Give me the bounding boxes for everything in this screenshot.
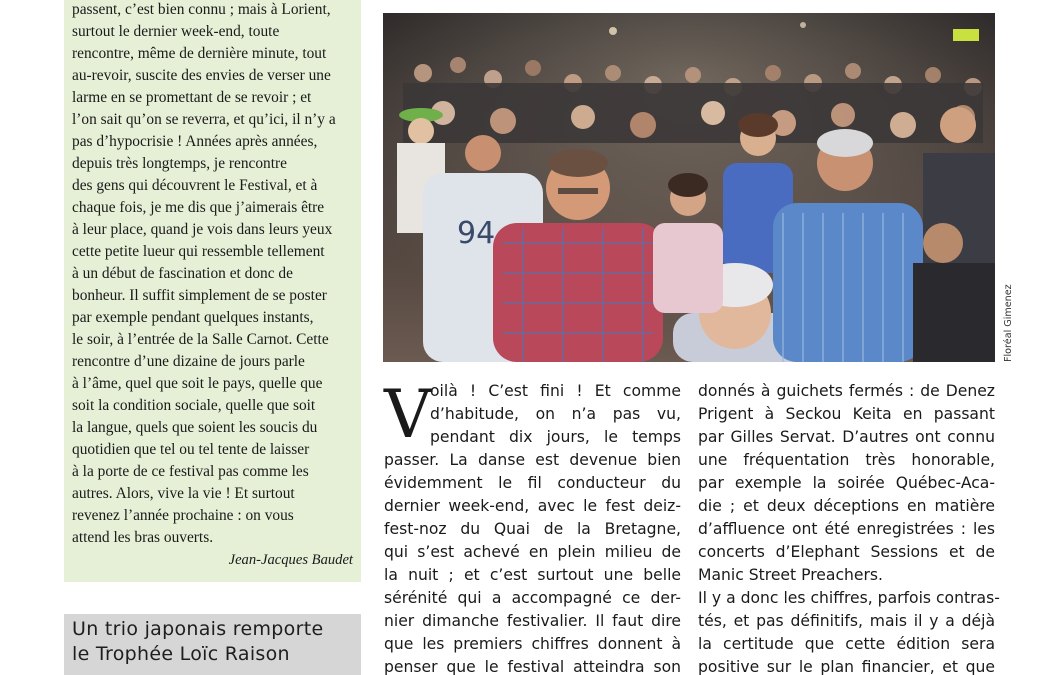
sidebar-line: surtout le dernier week-end, toute [72, 23, 280, 40]
article-line: dernier week-end, avec le fest deiz- [384, 497, 681, 515]
headline-line: le Trophée Loïc Raison [72, 643, 290, 665]
sidebar-line: attend les bras ouverts. [72, 529, 214, 546]
article-line: une fréquentation très honorable, [698, 451, 995, 469]
article-line: concerts d’Elephant Sessions et de [698, 543, 995, 561]
festival-crowd-photo [383, 13, 995, 362]
sidebar-line: à l’âme, quel que soit le pays, quelle que [72, 375, 323, 392]
photo-credit-text: Floréal Gimenez [1003, 284, 1014, 362]
sidebar-line: le soir, à l’entrée de la Salle Carnot. Cette [72, 331, 329, 348]
sidebar-line: cette petite lueur qui ressemble tellement [72, 243, 325, 260]
article-line: tés, et pas définitifs, mais il y a déjà [698, 612, 995, 630]
editorial-sidebar [64, 0, 361, 582]
headline-line: Un trio japonais remporte [72, 618, 324, 640]
article-line: d’habitude, on n’a pas vu, [430, 405, 681, 423]
article-column-1 [384, 376, 681, 675]
article-line: donnés à guichets fermés : de Denez [698, 382, 995, 400]
article-line: évidemment le fil conducteur du [384, 474, 681, 492]
sidebar-line: passent, c’est bien connu ; mais à Lorient, [72, 1, 331, 18]
sidebar-line: larme en se promettant de se revoir ; et [72, 89, 312, 106]
sidebar-line: à la porte de ce festival pas comme les [72, 463, 309, 480]
sidebar-line: pas d’hypocrisie ! Années après années, [72, 133, 318, 150]
sidebar-line: quotidien que tel ou tel tente de laisser [72, 441, 310, 458]
sidebar-line: au-revoir, suscite des envies de verser une [72, 67, 331, 84]
article-line: penser que le festival atteindra son [384, 658, 681, 675]
article-column-2 [698, 380, 1000, 675]
sidebar-line: soit la condition sociale, quelle que soit [72, 397, 316, 414]
top-fragment [383, 0, 995, 4]
sidebar-line: revenez l’année prochaine : on vous [72, 507, 294, 524]
article-line: Prigent à Seckou Keita en passant [698, 405, 995, 423]
crowd-dancing-photo-icon [383, 13, 995, 362]
sidebar-line: autres. Alors, vive la vie ! Et surtout [72, 485, 295, 502]
article-line: Il y a donc les chiffres, parfois contras- [698, 589, 1000, 607]
sidebar-line: à leur place, quand je vois dans leurs yeux [72, 221, 333, 238]
article-line: Manic Street Preachers. [698, 566, 883, 584]
sidebar-line: la langue, quels que soient les soucis du [72, 419, 318, 436]
article-line: la certitude que cette édition sera [698, 635, 995, 653]
article-line: par exemple la soirée Québec-Aca- [698, 474, 995, 492]
sidebar-line: rencontre, même de dernière minute, tout [72, 45, 327, 62]
article-line: sérénité qui a accompagné ce der- [384, 589, 681, 607]
article-line: pendant dix jours, le temps [430, 428, 681, 446]
article-line: passer. La danse est devenue bien [384, 451, 681, 469]
article-line: nier dimanche festivalier. Il faut dire [384, 612, 681, 630]
article-line: que les premiers chiffres donnent à [384, 635, 681, 653]
drop-cap: V [384, 376, 432, 453]
sidebar-line: l’on sait qu’on se reverra, et qu’ici, il n’y a [72, 111, 336, 128]
sidebar-line: des gens qui découvrent le Festival, et à [72, 177, 318, 194]
author-signature: Jean-Jacques Baudet [228, 552, 353, 568]
sidebar-line: chaque fois, je me dis que j’aimerais être [72, 199, 325, 216]
article-line: par Gilles Servat. D’autres ont connu [698, 428, 995, 446]
article-line: qui s’est achevé en plein milieu de [384, 543, 681, 561]
article-line: fest-noz du Quai de la Bretagne, [384, 520, 681, 538]
sidebar-body [72, 0, 355, 549]
sidebar-line: par exemple pendant quelques instants, [72, 309, 314, 326]
sidebar-line: depuis très longtemps, je rencontre [72, 155, 287, 172]
sidebar-line: bonheur. Il suffit simplement de se poster [72, 287, 327, 304]
article-line: d’affluence ont été enregistrées : les [698, 520, 995, 538]
article-line: oilà ! C’est fini ! Et comme [430, 382, 681, 400]
sidebar-line: rencontre d’une dizaine de jours parle [72, 353, 305, 370]
article-line: die ; et deux déceptions en matière [698, 497, 995, 515]
next-article-headline [64, 614, 361, 675]
sidebar-line: à un début de fascination et donc de [72, 265, 293, 282]
jersey-number: 94 [457, 216, 496, 251]
article-line: positive sur le plan financier, et que [698, 658, 995, 675]
article-line: la nuit ; et c’est surtout une belle [384, 566, 681, 584]
